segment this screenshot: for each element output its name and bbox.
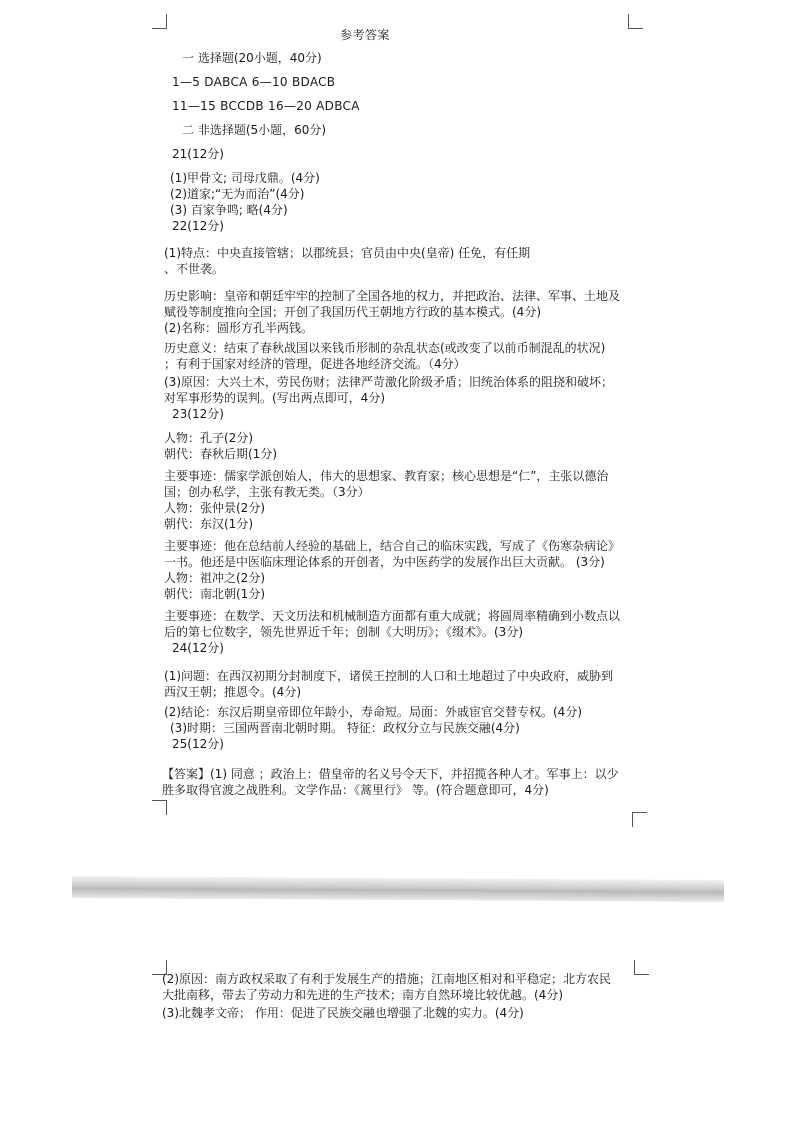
answer-line: 人物：孔子(2分) <box>164 431 253 445</box>
answer-line: 大批南移，带去了劳动力和先进的生产技术；南方自然环境比较优越。(4分) <box>162 988 564 1002</box>
answer-line: 胜多取得官渡之战胜利。文学作品：《蒿里行》 等。(符合题意即可，4分) <box>162 783 549 797</box>
answer-line: (1)特点：中央直接管辖；以郡统县；官员由中央(皇帝) 任免，有任期 <box>164 246 531 260</box>
answer-line: (1)问题：在西汉初期分封制度下，诸侯王控制的人口和土地超过了中央政府，威胁到 <box>164 669 614 683</box>
answer-line: 主要事迹：儒家学派创始人，伟大的思想家、教育家；核心思想是“仁”，主张以德治 <box>164 469 609 483</box>
answer-line: 国；创办私学，主张有教无类。（3分） <box>164 485 370 499</box>
answer-line: 25(12分) <box>172 737 224 751</box>
answer-line: (2)道家;“无为而治”(4分) <box>170 187 305 201</box>
answer-line: 24(12分) <box>172 641 224 655</box>
answer-line: 22(12分) <box>172 219 224 233</box>
answer-line: (2)结论：东汉后期皇帝即位年龄小，寿命短。局面：外戚宦官交替专权。(4分) <box>164 705 582 719</box>
answer-line: (2)原因：南方政权采取了有利于发展生产的措施；江南地区相对和平稳定；北方农民 <box>162 972 612 986</box>
answer-line: 23(12分) <box>172 407 224 421</box>
answer-line: 21(12分) <box>172 147 224 161</box>
crop-mark <box>632 812 647 827</box>
answer-line: 、不世袭。 <box>164 262 225 276</box>
answer-line: 一 选择题(20小题，40分) <box>182 51 322 65</box>
answer-line: (1)甲骨文; 司母戊鼎。(4分) <box>170 171 320 185</box>
answer-page-2 <box>0 905 794 1124</box>
answer-line: 人物：张仲景(2分) <box>164 501 265 515</box>
answer-line: ；有利于国家对经济的管理，促进各地经济交流。（4分） <box>164 357 466 371</box>
crop-mark <box>634 960 649 975</box>
answer-line: 对军事形势的误判。(写出两点即可，4分) <box>164 391 385 405</box>
answer-line: (3)原因：大兴土木，劳民伤财；法律严苛激化阶级矛盾；旧统治体系的阻挠和破坏； <box>164 375 614 389</box>
answer-line: 人物：祖冲之(2分) <box>164 571 265 585</box>
answer-line: 历史意义：结束了春秋战国以来钱币形制的杂乱状态(或改变了以前币制混乱的状况) <box>164 341 606 355</box>
answer-line: 【答案】(1) 同意 ；政治上：借皇帝的名义号令天下，并招揽各种人才。军事上：以少 <box>162 767 619 781</box>
answer-line: 朝代：东汉(1分) <box>164 517 253 531</box>
page-title: 参考答案 <box>339 28 390 42</box>
answer-line: 朝代：南北朝(1分) <box>164 587 265 601</box>
answer-line: (3)北魏孝文帝； 作用：促进了民族交融也增强了北魏的实力。(4分) <box>162 1006 524 1020</box>
answer-line: 西汉王朝；推恩令。(4分) <box>164 685 301 699</box>
answer-line: 1—5 DABCA 6—10 BDACB <box>172 75 336 89</box>
answer-line: (2)名称：圆形方孔半两钱。 <box>164 321 313 335</box>
answer-line: (3)时期：三国两晋南北朝时期。 特征：政权分立与民族交融(4分) <box>170 721 520 735</box>
answer-line: 主要事迹：在数学、天文历法和机械制造方面都有重大成就；将圆周率精确到小数点以 <box>164 609 621 623</box>
answer-line: 后的第七位数字，领先世界近千年；创制《大明历》；《缀术》。(3分) <box>164 625 524 639</box>
answer-line: 赋役等制度推向全国；开创了我国历代王朝地方行政的基本模式。(4分) <box>164 305 542 319</box>
answer-line: 历史影响：皇帝和朝廷牢牢的控制了全国各地的权力，并把政治、法律、军事、土地及 <box>164 289 621 303</box>
answer-line: 主要事迹：他在总结前人经验的基础上，结合自己的临床实践，写成了《伤寒杂病论》 <box>164 539 621 553</box>
answer-line: 朝代：春秋后期(1分) <box>164 447 277 461</box>
crop-mark <box>152 800 167 815</box>
page-separator <box>72 876 724 902</box>
answer-line: 11—15 BCCDB 16—20 ADBCA <box>172 99 360 113</box>
answer-line: (3) 百家争鸣; 略(4分) <box>170 203 288 217</box>
answer-line: 二 非选择题(5小题，60分) <box>182 123 327 137</box>
answer-line: 一书。他还是中医临床理论体系的开创者，为中医药学的发展作出巨大贡献。 (3分) <box>164 555 605 569</box>
